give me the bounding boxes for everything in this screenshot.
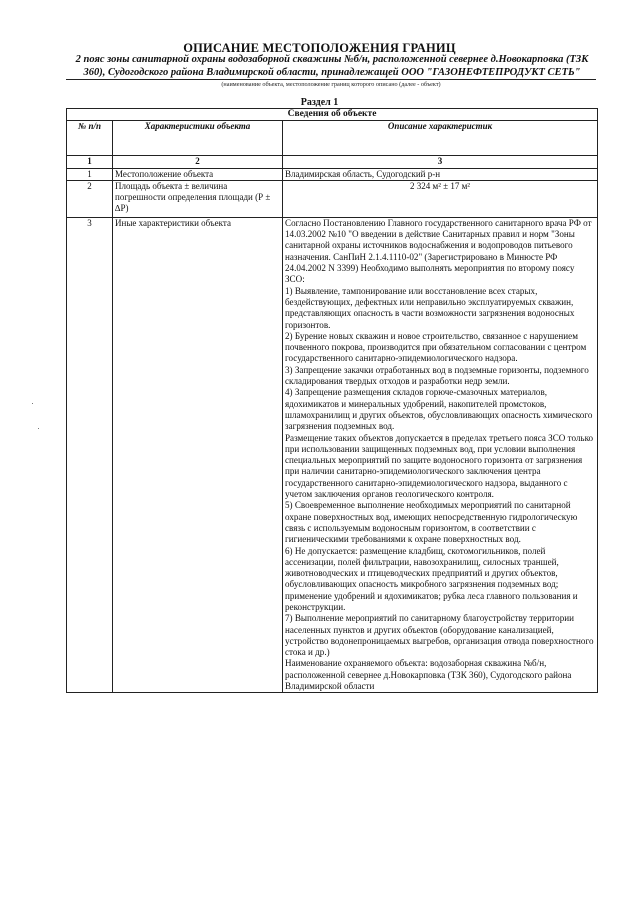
column-number-3: 3 (283, 156, 598, 168)
row-description: 2 324 м² ± 17 м² (283, 180, 598, 217)
table-row (67, 180, 598, 217)
column-number-row (67, 156, 598, 168)
section-heading: Раздел 1 (300, 97, 339, 108)
row-number: 2 (67, 180, 113, 217)
scan-speck (32, 403, 33, 404)
table-row (67, 217, 598, 692)
object-info-table (66, 108, 598, 693)
table-row (67, 168, 598, 180)
object-subtitle (72, 54, 592, 79)
row-number: 1 (67, 168, 113, 180)
row-number: 3 (67, 217, 113, 692)
row-description: Владимирская область, Судогодский р-н (283, 168, 598, 180)
subtitle-caption: (наименование объекта, местоположение границ которого описано (далее - объект) (221, 81, 441, 88)
subtitle-underline (66, 79, 596, 80)
column-header-characteristic: Характеристики объекта (113, 121, 283, 156)
table-header: Сведения об объекте (67, 109, 598, 121)
row-characteristic: Местоположение объекта (113, 168, 283, 180)
row-description: Согласно Постановлению Главного государственного санитарного врача РФ от 14.03.2002 №10 "О введении в действие Санитарных правил и норм "Зоны санитарной охраны источников водоснабжения и водопроводов питьевого назначения. СанПиН 2.1.4.1110-02" (Зарегистрировано в Минюсте РФ 24.04.2002 N 3399) Необходимо выполнять мероприятия по второму поясу ЗСО: 1) Выявление, тампонирование или восстановление всех старых, бездействующих, дефектных или неправильно эксплуатируемых скважин, представляющих опасность в части возможности загрязнения водоносных горизонтов. 2) Бурение новых скважин и новое строительство, связанное с нарушением почвенного покрова, производится при обязательном согласовании с центром государственного санитарно-эпидемиологического надзора. 3) Запрещение закачки отработанных вод в подземные горизонты, подземного складирования твердых отходов и разработки недр земли. 4) Запрещение размещения складов горюче-смазочных материалов, ядохимикатов и минеральных удобрений, накопителей промстоков, шламохранилищ и других объектов, обусловливающих опасность химического загрязнения подземных вод. Размещение таких объектов допускается в пределах третьего пояса ЗСО только при использовании защищенных подземных вод, при условии выполнения специальных мероприятий по защите водоносного горизонта от загрязнения при наличии санитарно-эпидемиологического заключения центра государственного санитарно-эпидемиологического надзора, выданного с учетом заключения органов геологического контроля. 5) Своевременное выполнение необходимых мероприятий по санитарной охране поверхностных вод, имеющих непосредственную гидрологическую связь с используемым водоносным горизонтом, в соответствии с гигиеническими требованиями к охране поверхностных вод. 6) Не допускается: размещение кладбищ, скотомогильников, полей ассенизации, полей фильтрации, навозохранилищ, силосных траншей, животноводческих и птицеводческих предприятий и других объектов, обусловливающих опасность микробного загрязнения подземных вод; применение удобрений и ядохимикатов; рубка леса главного пользования и реконструкции. 7) Выполнение мероприятий по санитарному благоустройству территории населенных пунктов и других объектов (оборудование канализацией, устройство водонепроницаемых выгребов, организация отвода поверхностного стока и др.) Наименование охраняемого объекта: водозаборная скважина №б/н, расположенной севернее д.Новокарповка (ТЗК 360), Судогодского района Владимирской области (283, 217, 598, 692)
column-header-description: Описание характеристик (283, 121, 598, 156)
table-header-row (67, 109, 598, 121)
column-header-row (67, 121, 598, 156)
column-header-number: № п/п (67, 121, 113, 156)
subtitle-line-2: 360), Судогодского района Владимирской области, принадлежащей ООО "ГАЗОНЕФТЕПРОДУКТ СЕТЬ" (83, 66, 581, 78)
subtitle-line-1: 2 пояс зоны санитарной охраны водозаборной скважины №б/н, расположенной севернее д.Новокарповка (ТЗК (75, 54, 589, 65)
column-number-1: 1 (67, 156, 113, 168)
row-characteristic: Иные характеристики объекта (113, 217, 283, 692)
page-title: ОПИСАНИЕ МЕСТОПОЛОЖЕНИЯ ГРАНИЦ (183, 41, 456, 55)
row-characteristic: Площадь объекта ± величина погрешности определения площади (Р ± ∆Р) (113, 180, 283, 217)
scan-speck (38, 428, 39, 429)
column-number-2: 2 (113, 156, 283, 168)
